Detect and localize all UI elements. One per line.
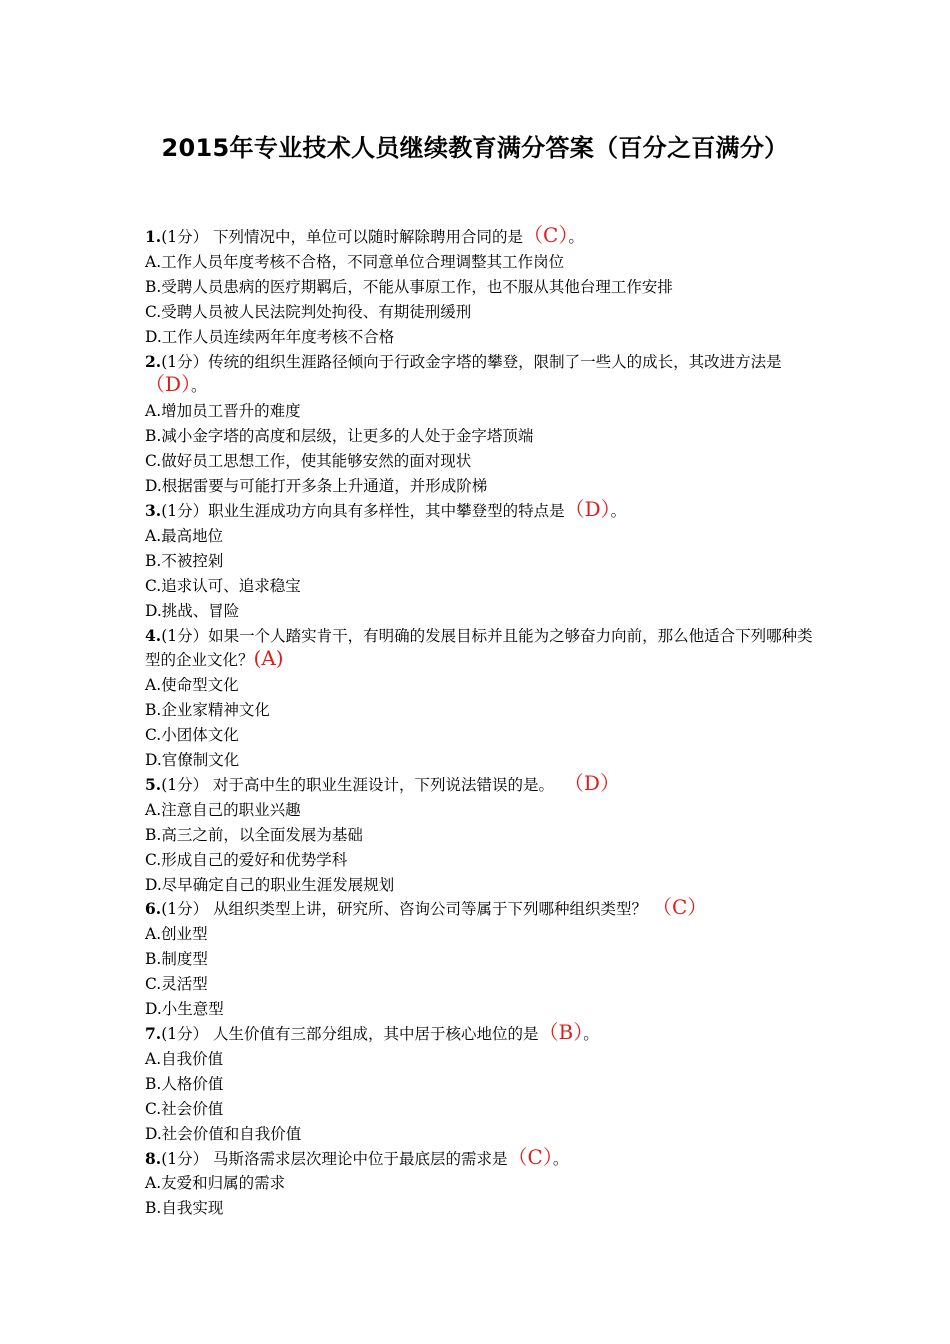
question-text: 马斯洛需求层次理论中位于最底层的需求是 bbox=[213, 1149, 508, 1168]
option-c: C.灵活型 bbox=[145, 975, 208, 994]
question-line bbox=[145, 1144, 815, 1172]
option-c: C.受聘人员被人民法院判处拘役、有期徒刑缓刑 bbox=[145, 302, 472, 321]
question-score: (1分） bbox=[161, 626, 209, 645]
question-line bbox=[145, 496, 815, 524]
option-c: C.形成自己的爱好和优势学科 bbox=[145, 850, 348, 869]
question-line bbox=[145, 770, 815, 798]
question-text: 从组织类型上讲，研究所、咨询公司等属于下列哪种组织类型？ bbox=[213, 900, 648, 919]
question-line bbox=[145, 1022, 815, 1047]
option-a: A.工作人员年度考核不合格，不同意单位合理调整其工作岗位 bbox=[145, 252, 565, 271]
answer-mark: （D） bbox=[145, 372, 192, 397]
option-d: D.工作人员连续两年年度考核不合格 bbox=[145, 327, 395, 346]
question-block-4 bbox=[145, 624, 815, 773]
option-b: B.高三之前，以全面发展为基础 bbox=[145, 825, 363, 844]
question-line bbox=[145, 225, 815, 250]
option-a: A.创业型 bbox=[145, 925, 208, 944]
option-b: B.制度型 bbox=[145, 950, 208, 969]
question-block-5 bbox=[145, 770, 815, 898]
question-score: (1分） bbox=[161, 1149, 209, 1168]
answer-mark: （C） bbox=[523, 223, 569, 247]
question-score: (1分） bbox=[161, 1025, 209, 1043]
question-number: 4. bbox=[145, 625, 162, 645]
option-c: C.追求认可、追求稳宝 bbox=[145, 576, 301, 595]
question-number: 6. bbox=[145, 899, 162, 919]
document-title: 2015年专业技术人员继续教育满分答案（百分之百满分） bbox=[161, 134, 789, 162]
answer-mark: （B） bbox=[538, 1020, 584, 1044]
question-number: 8. bbox=[145, 1148, 162, 1168]
option-c: C.小团体文化 bbox=[145, 726, 239, 745]
question-tail: 。 bbox=[552, 1149, 569, 1168]
question-line bbox=[145, 350, 815, 400]
option-a: A.增加员工晋升的难度 bbox=[145, 402, 301, 421]
option-d: D.根据雷要与可能打开多条上升通道，并形成阶梯 bbox=[145, 477, 488, 496]
question-number: 1. bbox=[145, 227, 162, 246]
question-tail: 。 bbox=[610, 501, 627, 520]
option-a: A.最高地位 bbox=[145, 526, 224, 545]
option-a: A.注意自己的职业兴趣 bbox=[145, 800, 301, 819]
option-d: D.官僚制文化 bbox=[145, 751, 240, 770]
option-d: D.挑战、冒险 bbox=[145, 601, 240, 620]
question-block-3 bbox=[145, 496, 815, 624]
question-tail: 。 bbox=[568, 228, 584, 246]
option-a: A.自我价值 bbox=[145, 1049, 224, 1068]
option-b: B.自我实现 bbox=[145, 1199, 224, 1218]
option-b: B.受聘人员患病的医疗期羁后，不能从事原工作，也不服从其他台理工作安排 bbox=[145, 277, 673, 296]
answer-mark: （C） bbox=[652, 895, 708, 920]
option-b: B.减小金字塔的高度和层级，让更多的人处于金字塔顶端 bbox=[145, 427, 534, 446]
answer-mark: （C） bbox=[507, 1144, 553, 1169]
answer-mark: （D） bbox=[564, 496, 611, 521]
question-tail: 。 bbox=[191, 377, 207, 396]
document-body bbox=[145, 225, 815, 1221]
answer-mark: （D） bbox=[563, 770, 620, 795]
option-a: A.友爱和归属的需求 bbox=[145, 1174, 286, 1193]
question-score: (1分） bbox=[161, 228, 209, 246]
option-b: B.人格价值 bbox=[145, 1074, 224, 1093]
question-text: 职业生涯成功方向具有多样性，其中攀登型的特点是 bbox=[208, 501, 565, 520]
question-number: 7. bbox=[145, 1024, 162, 1043]
question-line bbox=[145, 897, 815, 922]
option-c: C.做好员工思想工作，使其能够安然的面对现状 bbox=[145, 452, 472, 471]
question-number: 2. bbox=[145, 351, 162, 371]
question-score: (1分） bbox=[161, 352, 209, 371]
option-c: C.社会价值 bbox=[145, 1099, 224, 1118]
option-d: D.尽早确定自己的职业生涯发展规划 bbox=[145, 875, 395, 894]
option-a: A.使命型文化 bbox=[145, 676, 239, 695]
question-number: 3. bbox=[145, 500, 162, 520]
question-score: (1分） bbox=[161, 900, 209, 919]
question-text: 下列情况中，单位可以随时解除聘用合同的是 bbox=[213, 228, 524, 246]
question-block-1 bbox=[145, 225, 815, 350]
option-d: D.小生意型 bbox=[145, 1000, 224, 1019]
question-score: (1分） bbox=[161, 501, 209, 520]
option-b: B.企业家精神文化 bbox=[145, 701, 270, 720]
option-b: B.不被控剁 bbox=[145, 551, 224, 570]
question-text: 对于高中生的职业生涯设计，下列说法错误的是。 bbox=[213, 775, 555, 794]
question-number: 5. bbox=[145, 774, 162, 794]
question-block-7 bbox=[145, 1022, 815, 1147]
question-text: 人生价值有三部分组成，其中居于核心地位的是 bbox=[213, 1025, 539, 1043]
answer-mark: (A) bbox=[253, 646, 284, 671]
question-text: 传统的组织生涯路径倾向于行政金字塔的攀登，限制了一些人的成长，其改进方法是 bbox=[208, 352, 782, 371]
question-score: (1分） bbox=[161, 775, 209, 794]
question-block-6 bbox=[145, 897, 815, 1022]
question-block-8 bbox=[145, 1144, 815, 1222]
question-text: 如果一个人踏实肯干，有明确的发展目标并且能为之够奋力向前，那么他适合下列哪种类型的企业文化？ bbox=[145, 626, 813, 670]
question-line bbox=[145, 624, 815, 674]
question-block-2 bbox=[145, 350, 815, 499]
question-tail: 。 bbox=[583, 1025, 599, 1043]
option-d: D.社会价值和自我价值 bbox=[145, 1124, 302, 1143]
